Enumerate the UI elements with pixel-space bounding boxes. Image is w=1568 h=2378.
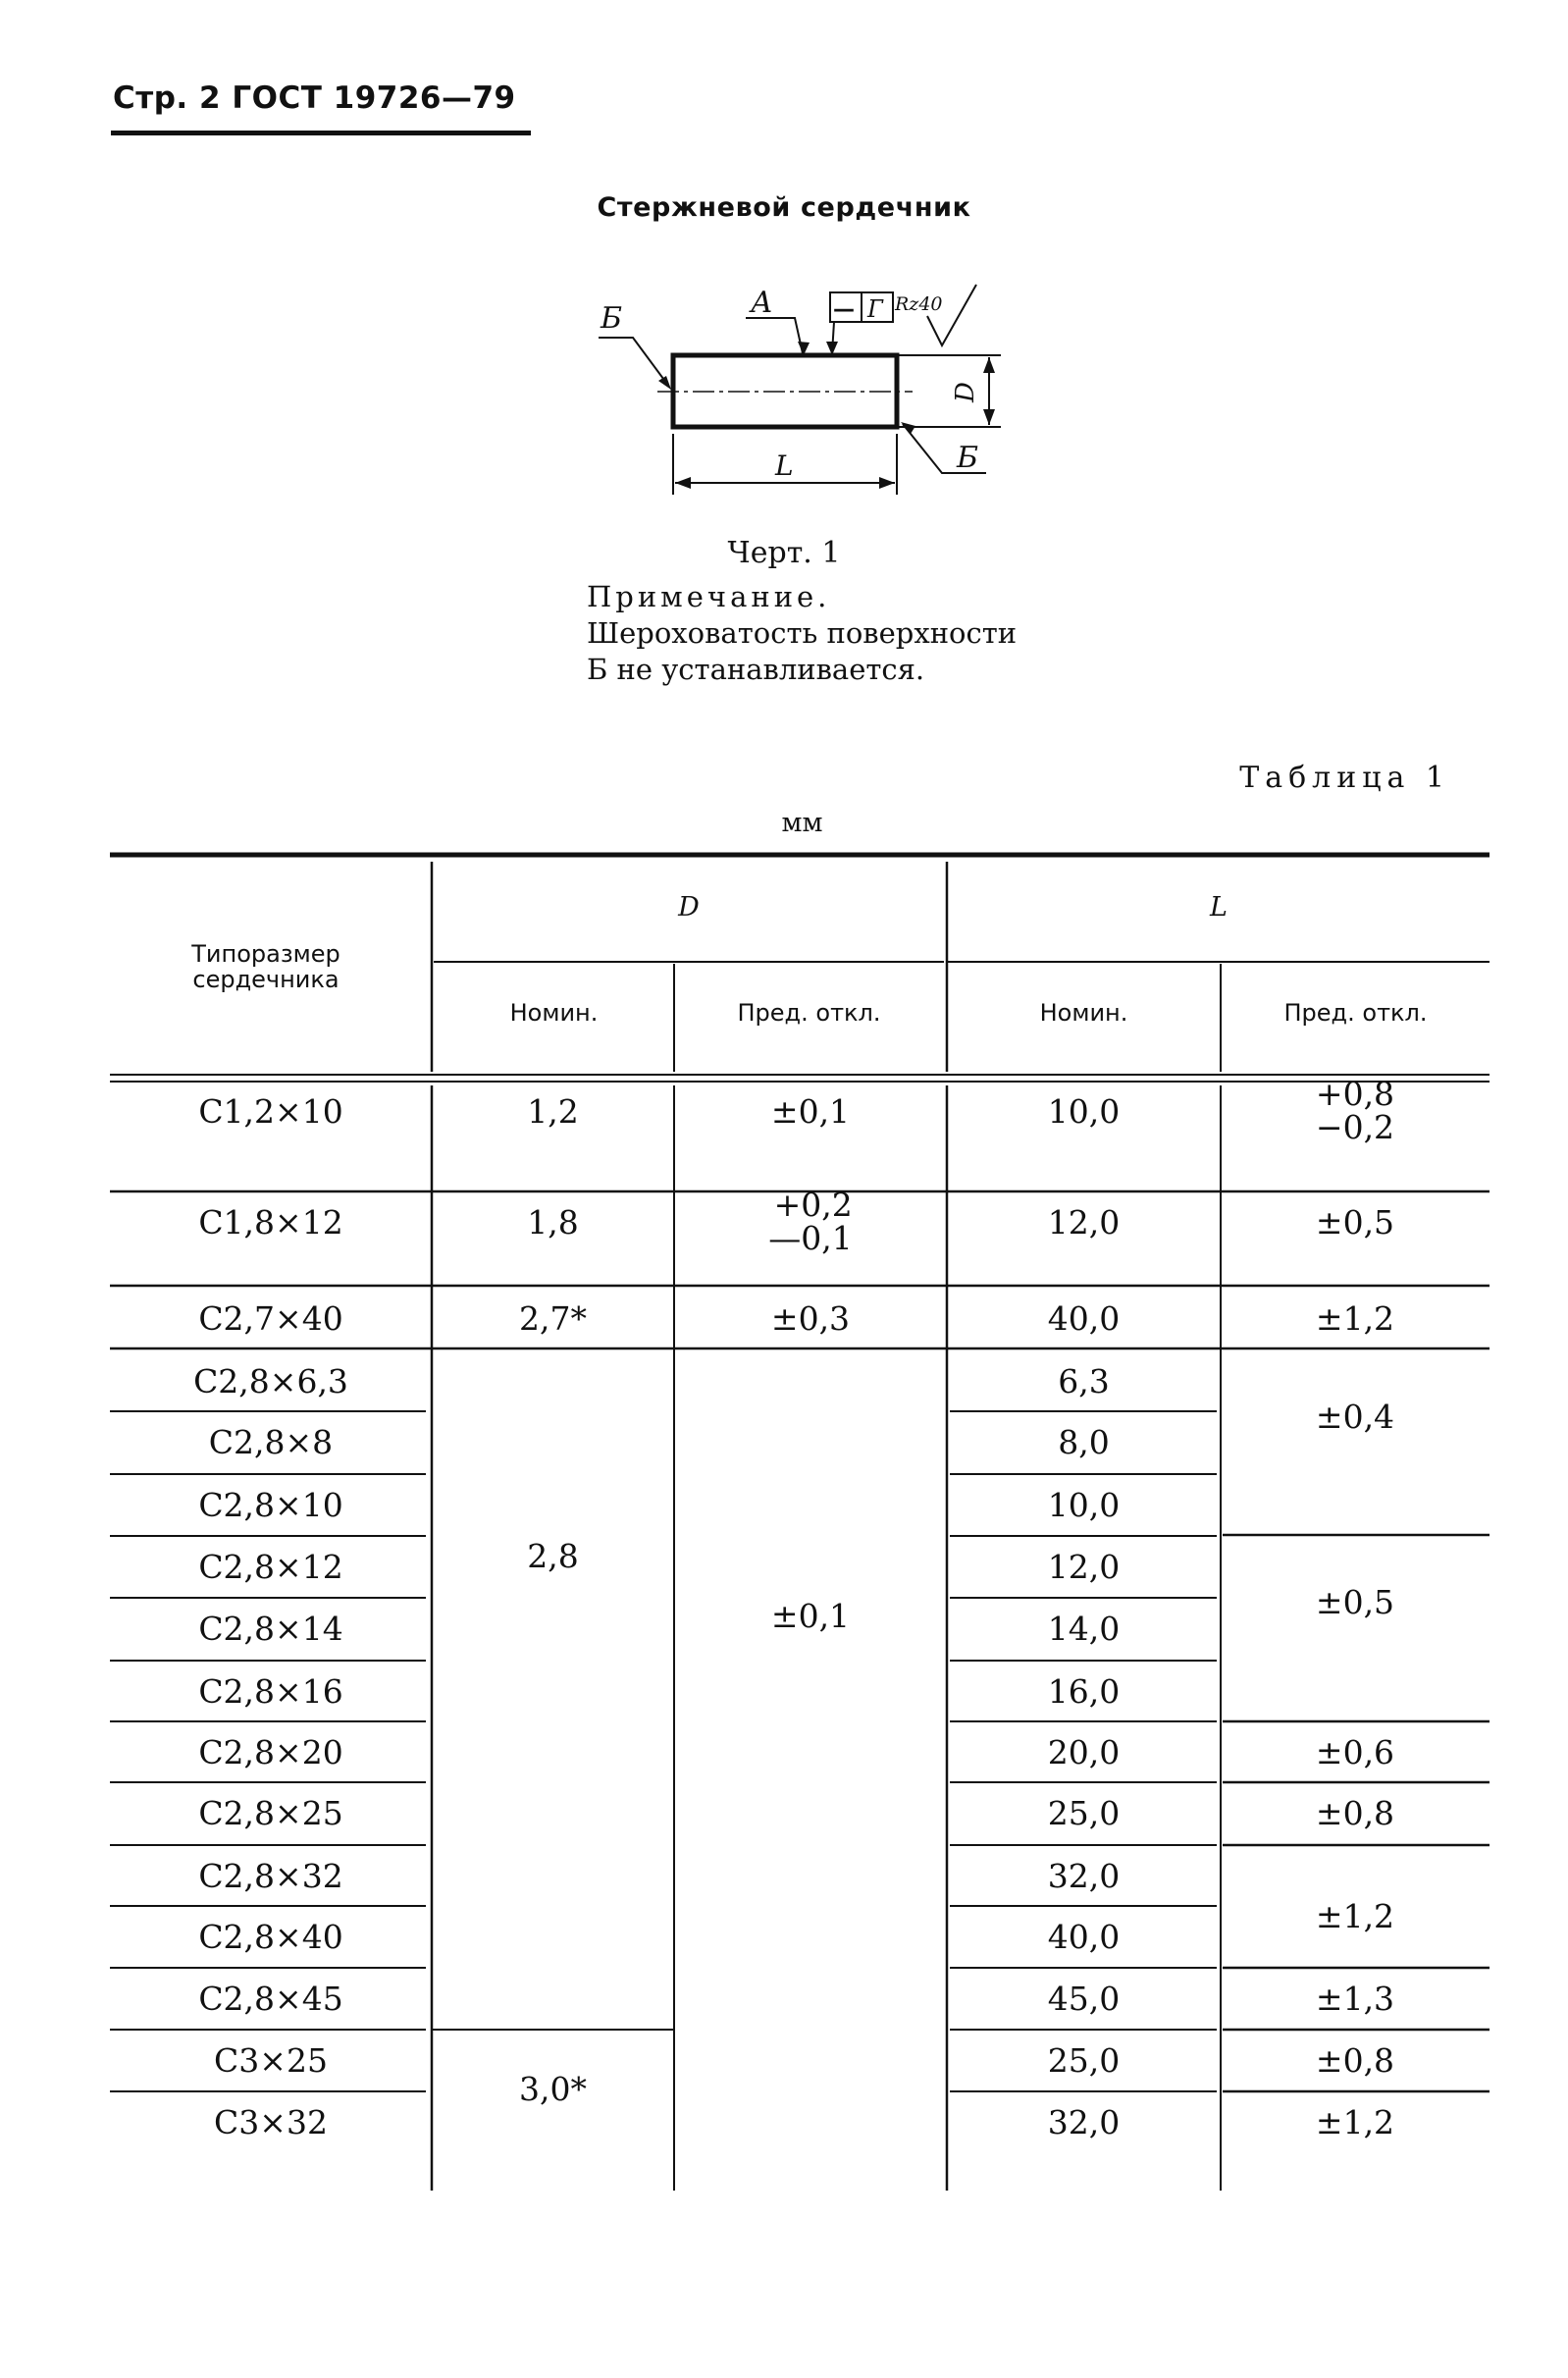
core-type: C3×32 <box>214 2102 328 2141</box>
label-datum: Г <box>867 295 883 323</box>
header-nom-d: Номин. <box>509 999 599 1027</box>
d-deviation <box>674 1173 947 1271</box>
core-type: C2,8×16 <box>198 1671 343 1711</box>
deviation-upper: +0,8 <box>1315 1075 1395 1113</box>
d-deviation-merged: ±0,1 <box>770 1596 851 1635</box>
d-nominal: 1,2 <box>527 1091 579 1131</box>
l-nominal: 12,0 <box>1047 1547 1121 1586</box>
core-type: C2,8×25 <box>198 1793 343 1832</box>
l-nominal: 12,0 <box>1047 1202 1121 1242</box>
l-nominal: 32,0 <box>1047 2102 1121 2141</box>
label-a: А <box>751 286 773 320</box>
d-nominal: 2,7* <box>519 1298 587 1338</box>
core-type: C2,8×10 <box>198 1485 343 1524</box>
page-header: Стр. 2 ГОСТ 19726—79 <box>113 80 516 116</box>
figure-title: Стержневой сердечник <box>597 192 971 223</box>
core-type: C2,8×8 <box>208 1422 334 1461</box>
core-type: C1,2×10 <box>198 1091 343 1131</box>
l-deviation: ±1,2 <box>1315 2102 1395 2141</box>
d-nominal-merged: 3,0* <box>519 2069 587 2108</box>
label-b-right: Б <box>957 441 979 475</box>
core-type: C2,8×32 <box>198 1856 343 1895</box>
d-nominal: 1,8 <box>527 1202 579 1242</box>
figure-caption: Черт. 1 <box>727 536 841 570</box>
l-nominal: 6,3 <box>1058 1361 1110 1400</box>
l-nominal: 8,0 <box>1058 1422 1110 1461</box>
note-text: Шероховатость поверхности Б не устанавливается. <box>587 616 1018 686</box>
core-type: C2,8×12 <box>198 1547 343 1586</box>
core-type: C2,8×20 <box>198 1732 343 1771</box>
l-deviation: ±0,5 <box>1315 1202 1395 1242</box>
deviation-lower: −0,2 <box>1315 1108 1395 1146</box>
l-nominal: 10,0 <box>1047 1091 1121 1131</box>
l-nominal: 25,0 <box>1047 1793 1121 1832</box>
core-type: C2,8×14 <box>198 1609 343 1648</box>
l-deviation-merged: ±0,4 <box>1315 1397 1395 1436</box>
core-type: C2,7×40 <box>198 1298 343 1338</box>
l-nominal: 40,0 <box>1047 1917 1121 1956</box>
l-nominal: 14,0 <box>1047 1609 1121 1648</box>
header-nom-l: Номин. <box>1039 999 1128 1027</box>
l-nominal: 25,0 <box>1047 2040 1121 2080</box>
table-number: Таблица 1 <box>1239 761 1450 795</box>
l-nominal: 20,0 <box>1047 1732 1121 1771</box>
core-type: C2,8×40 <box>198 1917 343 1956</box>
core-type: C2,8×6,3 <box>193 1361 348 1400</box>
core-type: C2,8×45 <box>198 1979 343 2018</box>
d-nominal-merged: 2,8 <box>527 1536 579 1575</box>
label-b-left: Б <box>601 301 623 336</box>
header-type: Типоразмер сердечника <box>191 940 340 993</box>
l-nominal: 16,0 <box>1047 1671 1121 1711</box>
core-type: C1,8×12 <box>198 1202 343 1242</box>
table-units: мм <box>781 808 823 838</box>
deviation-upper: +0,2 <box>773 1186 853 1224</box>
l-deviation: ±1,3 <box>1315 1979 1395 2018</box>
header-l: L <box>1210 892 1228 923</box>
l-nominal: 32,0 <box>1047 1856 1121 1895</box>
label-rz: Rz40 <box>895 293 943 315</box>
l-deviation-merged: ±0,5 <box>1315 1582 1395 1621</box>
l-deviation: ±1,2 <box>1315 1298 1395 1338</box>
l-nominal: 40,0 <box>1047 1298 1121 1338</box>
l-deviation-merged: ±1,2 <box>1315 1896 1395 1935</box>
core-type: C3×25 <box>214 2040 328 2080</box>
label-flat-symbol: — <box>833 297 855 322</box>
l-nominal: 45,0 <box>1047 1979 1121 2018</box>
l-deviation: ±0,6 <box>1315 1732 1395 1771</box>
d-deviation: ±0,1 <box>770 1091 851 1131</box>
header-dev-l: Пред. откл. <box>1283 999 1428 1027</box>
note-label: Примечание. <box>587 580 831 613</box>
label-l: L <box>775 449 794 482</box>
header-d: D <box>678 892 700 923</box>
l-deviation <box>1221 1062 1490 1160</box>
header-dev-d: Пред. откл. <box>737 999 881 1027</box>
deviation-lower: —0,1 <box>768 1219 853 1257</box>
d-deviation: ±0,3 <box>770 1298 851 1338</box>
l-nominal: 10,0 <box>1047 1485 1121 1524</box>
label-d: D <box>951 382 980 402</box>
l-deviation: ±0,8 <box>1315 1793 1395 1832</box>
l-deviation: ±0,8 <box>1315 2040 1395 2080</box>
